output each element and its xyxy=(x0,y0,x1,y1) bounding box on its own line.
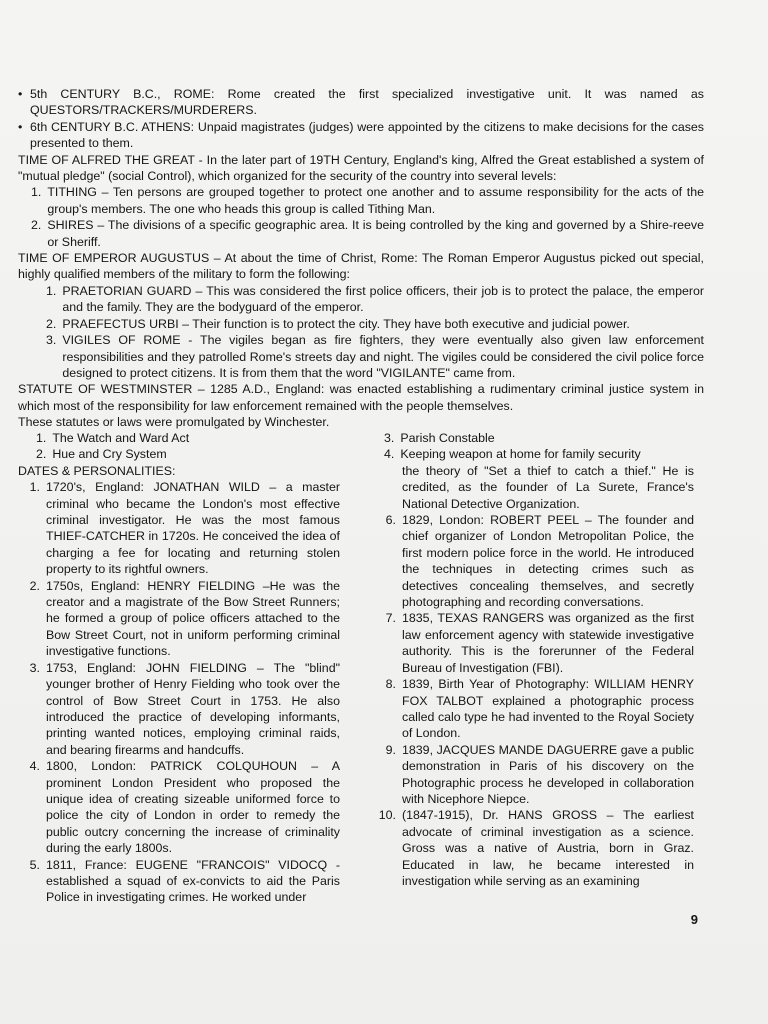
item-number: 3. xyxy=(46,333,57,348)
item-text: 1829, London: ROBERT PEEL – The founder and chief organizer of London Metropolitan Police, the first modern police force in the world. He introduced the techniques in detecting crimes such as detectives concealing themselves, and secretly photographing and recording conversations. xyxy=(402,513,694,610)
item-number: 5. xyxy=(29,857,40,872)
item-text: PRAEFECTUS URBI – Their function is to protect the city. They have both executive and judicial power. xyxy=(62,316,630,331)
statute-item xyxy=(354,446,694,462)
item-text: TITHING – Ten persons are grouped together to protect one another and to assume responsibility for the acts of the group's members. The one who heads this group is called Tithing Man. xyxy=(47,185,704,216)
item-text: 1753, England: JOHN FIELDING – The "blind" younger brother of Henry Fielding who took over the control of Bow Street Court in 1753. He also introduced the practice of developing informants, printing wanted notices, employing criminal raids, and bearing firearms and handcuffs. xyxy=(46,660,340,757)
item-text: 1839, Birth Year of Photography: WILLIAM HENRY FOX TALBOT explained a photographic process called calo type he had invented to the Royal Society of London. xyxy=(402,677,694,741)
item-number: 9. xyxy=(385,742,396,757)
item-text: Hue and Cry System xyxy=(52,447,167,462)
item-number: 3. xyxy=(384,431,395,445)
numbered-item xyxy=(18,332,704,381)
dates-item xyxy=(354,742,694,808)
item-text: 1811, France: EUGENE "FRANCOIS" VIDOCQ - established a squad of ex-convicts to aid the Paris Police in investigating crimes. He worked under xyxy=(46,857,340,905)
bullet-item xyxy=(18,119,704,152)
item-text: Parish Constable xyxy=(400,431,495,445)
bullet-icon: • xyxy=(18,119,23,134)
bullet-icon: • xyxy=(18,87,23,101)
dates-item xyxy=(354,610,694,676)
item-number: 10. xyxy=(378,808,396,823)
statute-item xyxy=(354,430,694,446)
item-number: 2. xyxy=(29,578,40,593)
item-text: 1720's, England: JONATHAN WILD – a master criminal who became the London's most effective criminal investigator. He was the most famous THIEF-CATCHER in 1720s. He conceived the idea of charging a fee for locating and returning stolen property to its rightful owners. xyxy=(46,480,340,577)
bullet-text: 5th CENTURY B.C., ROME: Rome created the first specialized investigative unit. It was named as QUESTORS/TRACKERS/MURDERERS. xyxy=(30,87,704,118)
left-column xyxy=(18,430,340,906)
bullet-text: 6th CENTURY B.C. ATHENS: Unpaid magistrates (judges) were appointed by the citizens to make decisions for the cases presented to them. xyxy=(30,119,704,151)
dates-item xyxy=(18,660,340,758)
dates-item xyxy=(18,578,340,660)
numbered-item xyxy=(18,217,704,250)
item-number: 2. xyxy=(46,316,57,331)
continuation-text: the theory of "Set a thief to catch a thief." He is credited, as the founder of La Surete, France's National Detective Organization. xyxy=(402,463,694,511)
item-text: 1839, JACQUES MANDE DAGUERRE gave a public demonstration in Paris of his discovery on the Photographic process he developed in collaboration with Nicephore Niepce. xyxy=(402,742,694,806)
item-number: 1. xyxy=(46,283,57,298)
item-number: 2. xyxy=(36,447,47,462)
right-column xyxy=(354,430,694,906)
item-number: 2. xyxy=(31,218,42,233)
item-text: PRAETORIAN GUARD – This was considered the first police officers, their job is to protect the palace, the emperor and the family. They are the bodyguard of the emperor. xyxy=(62,283,704,315)
item-number: 7. xyxy=(385,611,396,626)
item-number: 1. xyxy=(31,185,42,200)
item-number: 1. xyxy=(29,480,40,495)
item-text: 1750s, England: HENRY FIELDING –He was the creator and a magistrate of the Bow Street Runners; he formed a group of police officers attached to the Bow Street Court, not in uniform performing criminal investigative functions. xyxy=(46,578,340,659)
item-text: 1835, TEXAS RANGERS was organized as the first law enforcement agency with statewide investigative authority. This is the forerunner of the Federal Bureau of Investigation (FBI). xyxy=(402,611,694,675)
dates-item xyxy=(354,676,694,742)
item-number: 4. xyxy=(29,759,40,774)
numbered-item xyxy=(18,283,704,316)
item-text: VIGILES OF ROME - The vigiles began as fire fighters, they were eventually also given law enforcement responsibilities and they patrolled Rome's streets day and night. The vigiles could be considered the civil police force designed to protect citizens. It is from them that the word "VIGILANTE" came from. xyxy=(62,333,704,380)
dates-item xyxy=(18,758,340,856)
dates-item xyxy=(354,512,694,610)
item-text: Keeping weapon at home for family security xyxy=(400,447,641,462)
statute-item xyxy=(18,446,340,462)
statute-item xyxy=(18,430,340,446)
item-text: 1800, London: PATRICK COLQUHOUN – A prominent London President who proposed the unique idea of creating sizeable uniformed force to police the city of London in order to remedy the public outcry concerning the increase of criminality during the early 1800s. xyxy=(46,759,340,856)
dates-item xyxy=(18,857,340,906)
dates-item xyxy=(18,479,340,577)
top-section xyxy=(18,86,704,431)
dates-heading: DATES & PERSONALITIES: xyxy=(18,463,176,478)
item-number: 6. xyxy=(385,513,396,528)
statutes-intro: These statutes or laws were promulgated by Winchester. xyxy=(18,415,330,430)
item-number: 4. xyxy=(384,447,395,462)
dates-item xyxy=(354,807,694,889)
item-text: SHIRES – The divisions of a specific geographic area. It is being controlled by the king and governed by a Shire-reeve or Sheriff. xyxy=(47,218,704,249)
page-number: 9 xyxy=(690,912,698,927)
alfred-intro: TIME OF ALFRED THE GREAT - In the later part of 19TH Century, England's king, Alfred the Great established a system of "mutual pledge" (social Control), which organized for the security of the country into several levels: xyxy=(18,152,704,184)
two-column-section xyxy=(18,430,704,906)
item-text: The Watch and Ward Act xyxy=(52,431,190,445)
bullet-item xyxy=(18,86,704,119)
westminster-paragraph: STATUTE OF WESTMINSTER – 1285 A.D., England: was enacted establishing a rudimentary criminal justice system in which most of the responsibility for law enforcement remained with the people themselves. xyxy=(18,382,704,413)
numbered-item xyxy=(18,316,704,332)
item-text: (1847-1915), Dr. HANS GROSS – The earliest advocate of criminal investigation as a science. Gross was a native of Austria, born in Graz. Educated in law, he became interested in investigation while serving as an examining xyxy=(402,808,694,888)
item-number: 3. xyxy=(29,660,40,675)
item-number: 1. xyxy=(36,431,47,445)
item-number: 8. xyxy=(385,677,396,692)
numbered-item xyxy=(18,184,704,217)
augustus-intro: TIME OF EMPEROR AUGUSTUS – At about the time of Christ, Rome: The Roman Emperor Augustus picked out special, highly qualified members of the military to form the following: xyxy=(18,251,704,282)
